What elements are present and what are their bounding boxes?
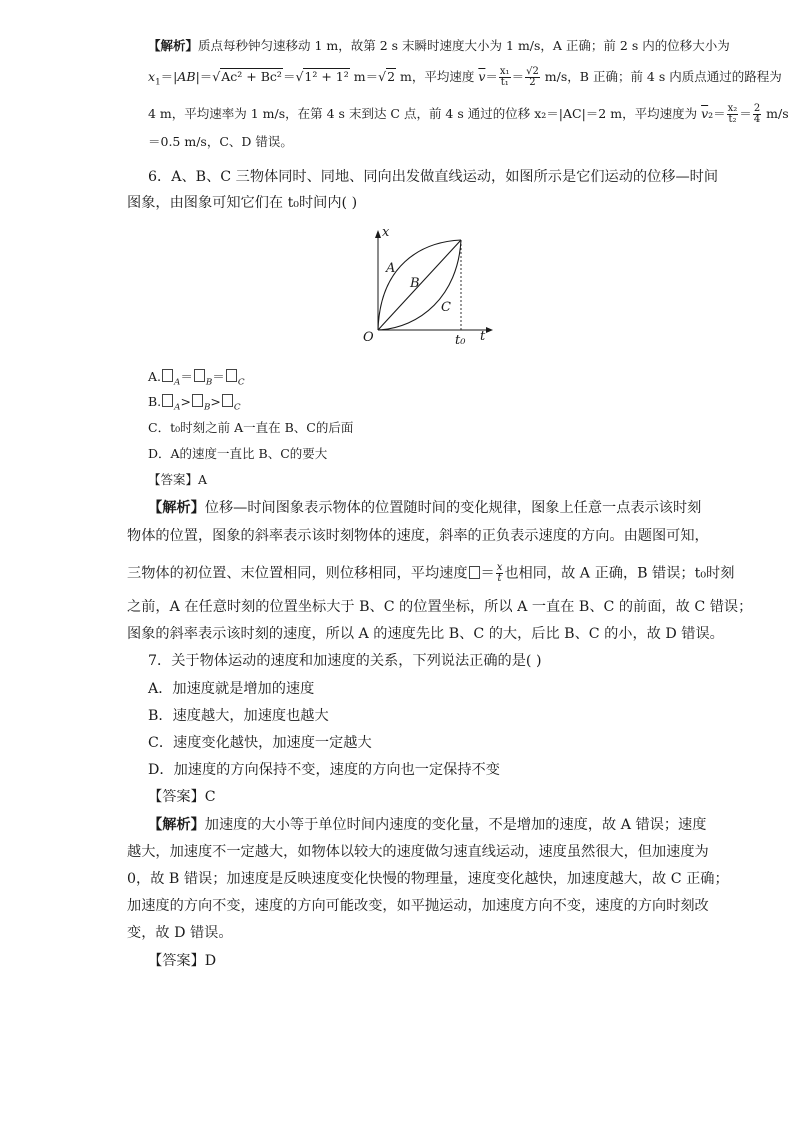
curve-a-label: A xyxy=(386,261,396,276)
avg-velocity-placeholder-icon xyxy=(194,369,205,382)
position-time-graph xyxy=(358,226,498,352)
q7-answer: 【答案】C xyxy=(148,789,216,805)
q7-answer-2: 【答案】D xyxy=(148,953,217,969)
avg-velocity-placeholder-icon xyxy=(162,369,173,382)
q6-option-a: A. $_A$＝ $_B$＝ $_C$ xyxy=(148,369,245,388)
sqrt-radicand: Ac² + Bc² xyxy=(221,69,282,84)
q6-explanation-line-3: 三物体的初位置、末位置相同，则位移相同，平均速度 ＝ $\frac{x}{t}$ 也相同，故 A 正确，B 错误；t₀时刻 xyxy=(127,562,735,584)
avg-velocity-placeholder-icon xyxy=(192,394,203,407)
q7-option-c: C．速度变化越快，加速度一定越大 xyxy=(148,735,372,751)
q7-option-d: D．加速度的方向保持不变，速度的方向也一定保持不变 xyxy=(148,762,500,778)
q7-explanation-line-5: 变，故 D 错误。 xyxy=(127,925,233,941)
fraction: $\frac{\text{x₁}}{\text{t₁}}$ xyxy=(499,66,510,88)
avg-velocity-symbol: $\overline{v}$ xyxy=(478,69,486,84)
explanation-tag: 【解析】 xyxy=(148,817,205,833)
q6-explanation-line-1: 【解析】位移—时间图象表示物体的位置随时间的变化规律，图象上任意一点表示该时刻 xyxy=(148,500,702,516)
q6-option-b: B. $_A$> $_B$> $_C$ xyxy=(148,394,241,413)
q6-explanation-line-2: 物体的位置，图象的斜率表示该时刻物体的速度，斜率的正负表示速度的方向。由题图可知， xyxy=(127,528,709,544)
q5-explanation-line-4: ＝0.5 m/s，C、D 错误。 xyxy=(148,134,293,149)
line-b-label: B xyxy=(410,276,420,291)
q6-stem-line-2: 图象，由图象可知它们在 t₀时间内( ) xyxy=(127,195,358,211)
avg-velocity-placeholder-icon xyxy=(469,566,480,579)
q7-explanation-line-2: 越大，加速度不一定越大，如物体以较大的速度做匀速直线运动，速度虽然很大，但加速度为 xyxy=(127,844,709,860)
q5-explanation-line-1 xyxy=(148,38,730,53)
origin-label: O xyxy=(363,330,374,345)
q5-explanation-line-3: 4 m，平均速率为 1 m/s，在第 4 s 末到达 C 点，前 4 s 通过的位移 x₂＝|AC|＝2 m，平均速度为 $\overline{v}_2=$ $\frac{\text{x₂}}{\text{t₂}}$ ＝ $\frac{2}{4}$ m/s xyxy=(148,103,789,125)
q7-stem: 7．关于物体运动的速度和加速度的关系，下列说法正确的是( ) xyxy=(148,653,542,669)
avg-velocity-placeholder-icon xyxy=(162,394,173,407)
curve-c-label: C xyxy=(441,300,451,315)
q5-explanation-line-2: $x_1=|AB|=√Ac^2 + Bc^2=√1^2 + 1^2$ m＝√2 m，平均速度 $\overline{v}=$ $\frac{\text{x₁}}{\text{t₁}}$ ＝ $\frac{√2}{2}$ m/s，B 正确；前 4 s 内质点通过的路程为 xyxy=(148,66,782,88)
fraction: $\frac{\text{x₂}}{\text{t₂}}$ xyxy=(727,103,738,125)
explanation-tag: 【解析】 xyxy=(148,500,205,516)
q7-explanation-line-3: 0，故 B 错误；加速度是反映速度变化快慢的物理量，速度变化越快，加速度越大，故 C 正确； xyxy=(127,871,729,887)
q7-explanation-line-1: 【解析】加速度的大小等于单位时间内速度的变化量，不是增加的速度，故 A 错误；速度 xyxy=(148,817,707,833)
q7-option-b: B．速度越大，加速度也越大 xyxy=(148,708,329,724)
t-axis-label: t xyxy=(480,329,486,344)
q7-option-a: A．加速度就是增加的速度 xyxy=(148,681,315,697)
q6-explanation-line-5: 图象的斜率表示该时刻的速度，所以 A 的速度先比 B、C 的大，后比 B、C 的小，故 D 错误。 xyxy=(127,626,724,642)
sqrt-radicand: 1² + 1² xyxy=(304,69,349,84)
explanation-tag: 【解析】 xyxy=(148,38,199,53)
q6-option-d: D．A的速度一直比 B、C的要大 xyxy=(148,446,328,461)
q6-explanation-line-4: 之前，A 在任意时刻的位置坐标大于 B、C 的位置坐标，所以 A 一直在 B、C 的前面，故 C 错误； xyxy=(127,599,753,615)
explanation-text: 质点每秒钟匀速移动 1 m，故第 2 s 末瞬时速度大小为 1 m/s，A 正确；前 2 s 内的位移大小为 xyxy=(198,38,730,53)
avg-velocity-placeholder-icon xyxy=(222,394,233,407)
x-axis-label: x xyxy=(382,226,390,240)
t-axis-arrow xyxy=(486,327,493,333)
q6-stem-line-1: 6．A、B、C 三物体同时、同地、同向出发做直线运动，如图所示是它们运动的位移—时间 xyxy=(148,169,719,185)
fraction: $\frac{√2}{2}$ xyxy=(526,66,539,88)
fraction: $\frac{2}{4}$ xyxy=(753,103,761,125)
t0-label: t₀ xyxy=(455,333,466,348)
q7-explanation-line-4: 加速度的方向不变，速度的方向可能改变，如平抛运动，加速度方向不变，速度的方向时刻改 xyxy=(127,898,709,914)
q6-option-c: C．t₀时刻之前 A一直在 B、C的后面 xyxy=(148,420,354,435)
q6-answer: 【答案】A xyxy=(148,472,208,487)
fraction: $\frac{x}{t}$ xyxy=(496,562,503,584)
avg-velocity-placeholder-icon xyxy=(226,369,237,382)
avg-velocity-symbol: $\overline{v}$ xyxy=(701,106,709,121)
x-axis-arrow xyxy=(375,230,381,238)
